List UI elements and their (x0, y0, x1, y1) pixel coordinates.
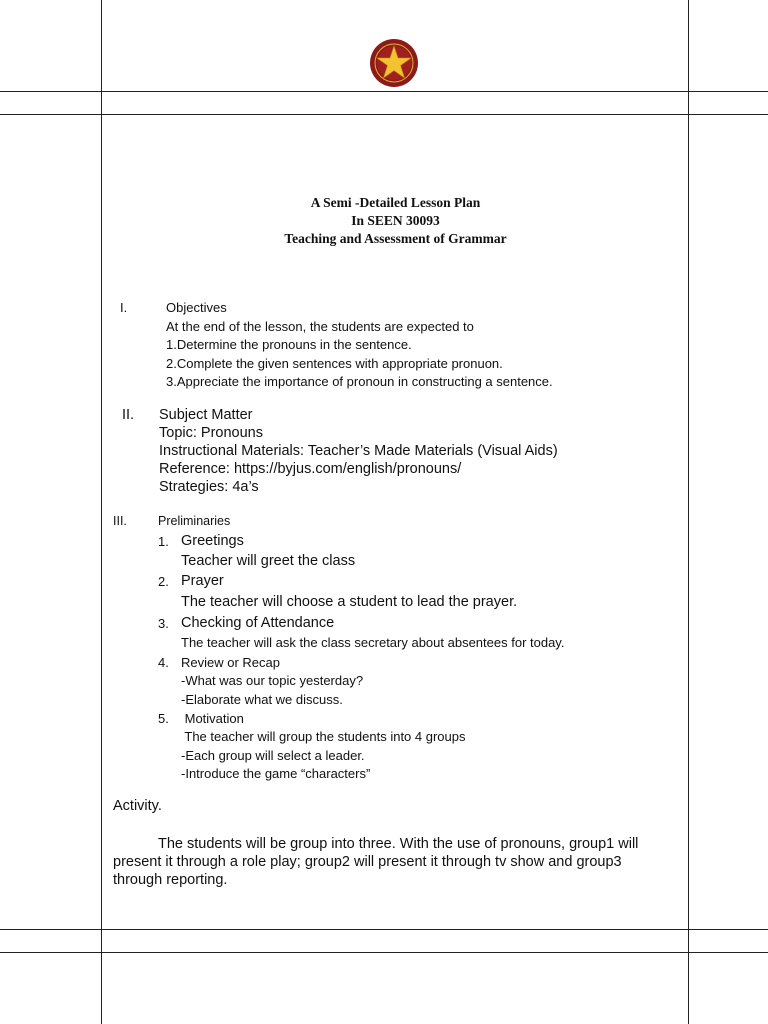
objective-item: 2.Complete the given sentences with appropriate pronuon. (166, 356, 503, 371)
university-seal-logo (369, 38, 419, 88)
prelim-item-line: The teacher will choose a student to lead the prayer. (181, 594, 518, 610)
objective-item: 3.Appreciate the importance of pronoun in constructing a sentence. (166, 374, 553, 389)
prelim-item-number: 1. (158, 534, 169, 549)
subject-topic: Topic: Pronouns (159, 425, 263, 441)
subject-numeral: II. (122, 407, 135, 423)
prelim-item-line: The teacher will ask the class secretary about absentees for today. (181, 635, 565, 650)
subject-materials: Instructional Materials: Teacher’s Made Materials (Visual Aids) (159, 443, 558, 459)
prelim-item-number: 5. (158, 711, 169, 726)
bottom-footer-rule-1 (0, 929, 768, 930)
preliminaries-numeral: III. (113, 514, 127, 528)
prelim-item-line: -Each group will select a leader. (181, 748, 365, 763)
title-line-1: A Semi -Detailed Lesson Plan (310, 195, 481, 210)
lesson-plan-title (102, 194, 689, 248)
prelim-item-line: -Introduce the game “characters” (181, 766, 371, 781)
left-margin-rule (101, 0, 102, 1024)
objectives-numeral: I. (120, 300, 128, 315)
top-header-rule-2 (0, 114, 768, 115)
preliminaries-heading: Preliminaries (158, 514, 231, 528)
prelim-item-line: Teacher will greet the class (181, 553, 356, 569)
prelim-item-title: Review or Recap (181, 655, 280, 670)
activity-paragraph (113, 835, 673, 889)
objectives-heading: Objectives (166, 300, 227, 315)
prelim-item-title: Motivation (181, 711, 244, 726)
objectives-intro: At the end of the lesson, the students are expected to (166, 319, 474, 334)
top-header-rule-1 (0, 91, 768, 92)
bottom-footer-rule-2 (0, 952, 768, 953)
title-line-2: In SEEN 30093 (351, 213, 440, 228)
right-margin-rule (688, 0, 689, 1024)
prelim-item-title: Checking of Attendance (181, 615, 335, 631)
activity-paragraph-text: The students will be group into three. With the use of pronouns, group1 will present it through a role play; group2 will present it through tv show and group3 through reporting. (113, 836, 639, 888)
prelim-item-title: Greetings (181, 533, 244, 549)
prelim-item-number: 2. (158, 574, 169, 589)
title-line-3: Teaching and Assessment of Grammar (284, 231, 507, 246)
prelim-item-line: -Elaborate what we discuss. (181, 692, 343, 707)
subject-strategies: Strategies: 4a’s (159, 479, 259, 495)
subject-heading: Subject Matter (159, 407, 253, 423)
subject-reference: Reference: https://byjus.com/english/pronouns/ (159, 461, 462, 477)
objective-item: 1.Determine the pronouns in the sentence. (166, 337, 412, 352)
prelim-item-line: The teacher will group the students into 4 groups (181, 729, 466, 744)
prelim-item-title: Prayer (181, 573, 224, 589)
activity-heading: Activity. (113, 798, 162, 814)
prelim-item-number: 4. (158, 655, 169, 670)
prelim-item-number: 3. (158, 616, 169, 631)
prelim-item-line: -What was our topic yesterday? (181, 673, 364, 688)
